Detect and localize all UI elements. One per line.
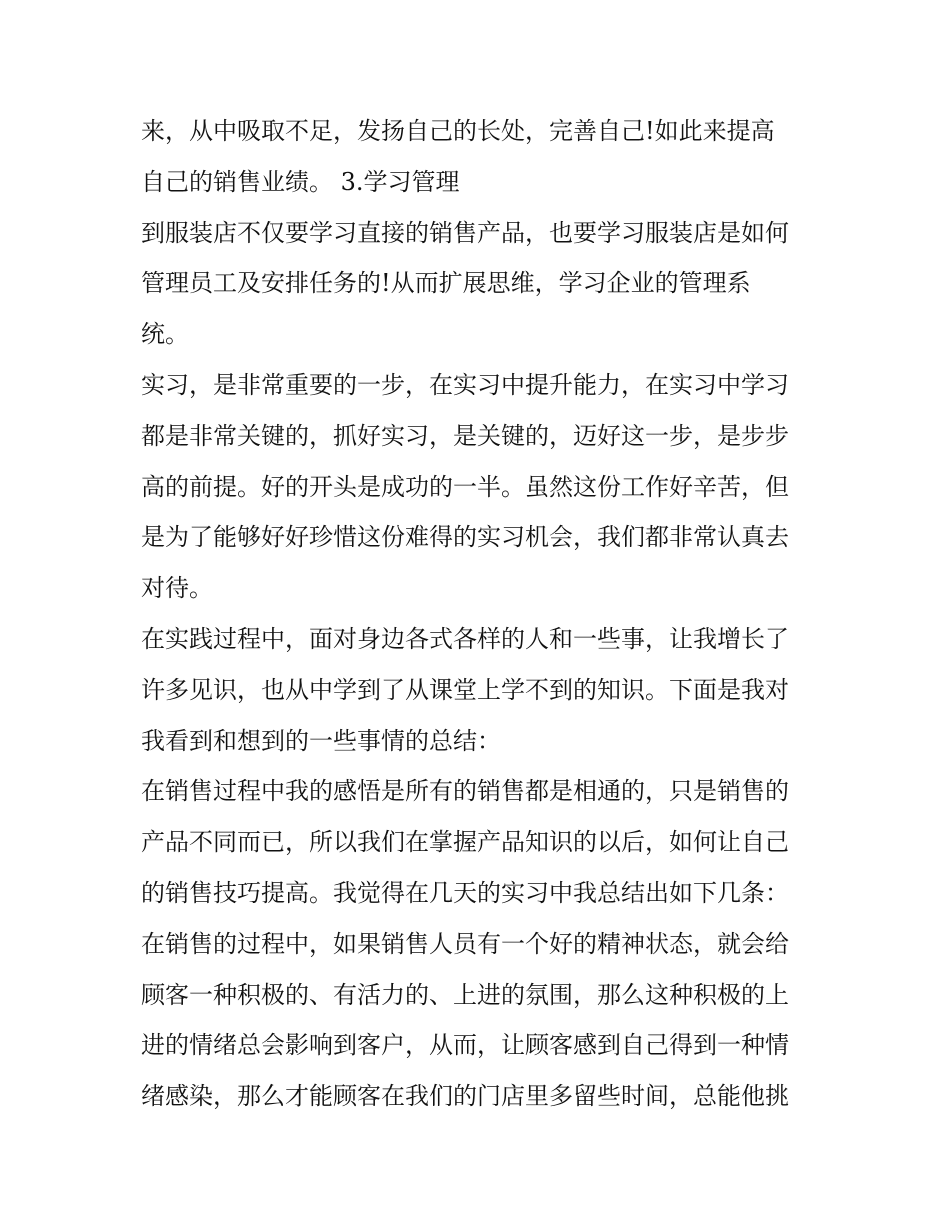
text-line: 统。 [141,320,189,349]
text-line: 的销售技巧提高。我觉得在几天的实习中我总结出如下几条： [141,878,789,907]
text-line: 是为了能够好好珍惜这份难得的实习机会，我们都非常认真去 [141,523,789,552]
text-line: 对待。 [141,574,213,603]
document-body [141,106,821,1122]
text-line: 绪感染，那么才能顾客在我们的门店里多留些时间，总能他挑 [141,1082,789,1111]
text-line: 来，从中吸取不足，发扬自己的长处，完善自己!如此来提高 [141,117,775,145]
text-line: 高的前提。好的开头是成功的一半。虽然这份工作好辛苦，但 [141,472,789,501]
text-line: 许多见识，也从中学到了从课堂上学不到的知识。下面是我对 [141,675,789,704]
text-line: 进的情绪总会影响到客户，从而，让顾客感到自己得到一种情 [141,1031,789,1060]
text-line: 我看到和想到的一些事情的总结： [141,726,501,755]
text-line: 产品不同而已，所以我们在掌握产品知识的以后，如何让自己 [141,828,789,857]
text-line: 到服装店不仅要学习直接的销售产品，也要学习服装店是如何 [141,218,789,247]
text-line: 在销售过程中我的感悟是所有的销售都是相通的，只是销售的 [141,777,789,806]
text-line: 实习，是非常重要的一步，在实习中提升能力，在实习中学习 [141,370,789,399]
text-line: 都是非常关键的，抓好实习，是关键的，迈好这一步，是步步 [141,421,789,450]
text-line: 在销售的过程中，如果销售人员有一个好的精神状态，就会给 [141,929,789,958]
text-line: 在实践过程中，面对身边各式各样的人和一些事，让我增长了 [141,624,789,653]
text-line: 顾客一种积极的、有活力的、上进的氛围，那么这种积极的上 [141,980,789,1009]
text-line: 自己的销售业绩。 3.学习管理 [141,167,460,196]
text-line: 管理员工及安排任务的!从而扩展思维，学习企业的管理系 [141,269,751,298]
